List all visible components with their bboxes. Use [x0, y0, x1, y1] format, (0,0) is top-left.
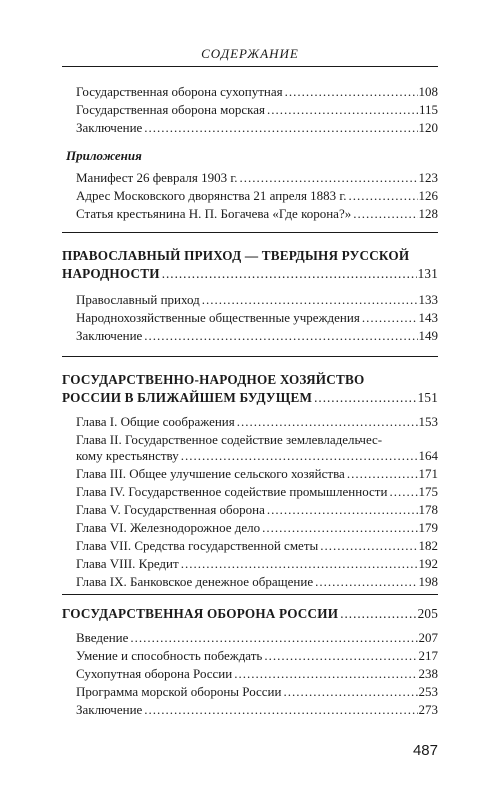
toc-entry[interactable] [76, 648, 438, 664]
toc-entry-page: 178 [418, 502, 438, 517]
toc-entry-page: 123 [418, 170, 438, 185]
toc-entry-page: 192 [418, 556, 438, 571]
toc-entry-page: 153 [418, 414, 438, 429]
toc-entry-page: 108 [418, 84, 438, 99]
toc-entry-title: Народнохозяйственные общественные учреждения [76, 310, 360, 325]
leader-dots [237, 414, 418, 430]
leader-dots [283, 684, 417, 700]
page-number: 487 [412, 742, 438, 759]
toc-entry[interactable] [76, 556, 438, 572]
toc-entry-page: 207 [418, 630, 438, 645]
toc-entry-title: Умение и способность побеждать [76, 648, 263, 663]
toc-entry-title: Заключение [76, 328, 143, 343]
toc-entry-title: Сухопутная оборона России [76, 666, 233, 681]
leader-dots [267, 502, 418, 518]
toc-entry[interactable] [76, 484, 438, 500]
toc-entry-title: Статья крестьянина Н. П. Богачева «Где корона?» [76, 206, 352, 221]
toc-entry-page: 164 [418, 448, 438, 463]
toc-entry-page: 175 [418, 484, 438, 499]
leader-dots [181, 556, 418, 572]
leader-dots [240, 170, 418, 186]
leader-dots [340, 606, 416, 622]
toc-entry-page: 126 [418, 188, 438, 203]
leader-dots [389, 484, 417, 500]
section-page: 151 [417, 390, 438, 405]
section-divider [62, 356, 438, 357]
toc-entry[interactable] [76, 188, 438, 204]
toc-entry-title: Глава V. Государственная оборона [76, 502, 265, 517]
leader-dots [362, 310, 418, 326]
toc-entry[interactable] [76, 666, 438, 682]
leader-dots [267, 102, 418, 118]
toc-entry-title: Глава VIII. Кредит [76, 556, 179, 571]
leader-dots [314, 390, 417, 406]
leader-dots [262, 520, 417, 536]
toc-entry-title: Заключение [76, 120, 143, 135]
toc-entry[interactable] [76, 84, 438, 100]
toc-entry[interactable] [76, 120, 438, 136]
toc-entry-page: 182 [418, 538, 438, 553]
toc-entry-page: 253 [418, 684, 438, 699]
toc-entry[interactable] [76, 448, 438, 464]
running-head: СОДЕРЖАНИЕ [201, 46, 299, 61]
toc-entry[interactable] [76, 630, 438, 646]
toc-entry-page: 273 [418, 702, 438, 717]
section-divider [62, 594, 438, 595]
toc-entry-page: 179 [418, 520, 438, 535]
leader-dots [162, 266, 417, 282]
toc-entry-title: Глава VII. Средства государственной сметы [76, 538, 319, 553]
toc-entry-title-cont: кому крестьянству [76, 448, 179, 463]
toc-entry-page: 133 [418, 292, 438, 307]
toc-entry-title: Введение [76, 630, 129, 645]
appendices-label: Приложения [66, 148, 142, 163]
leader-dots [144, 328, 417, 344]
toc-entry-title: Программа морской обороны России [76, 684, 282, 699]
leader-dots [347, 466, 418, 482]
toc-entry-title: Православный приход [76, 292, 200, 307]
toc-entry-title: Глава VI. Железнодорожное дело [76, 520, 261, 535]
section-heading[interactable] [62, 390, 438, 406]
section-page: 131 [417, 266, 438, 281]
toc-entry-page: 120 [418, 120, 438, 135]
toc-entry-title: Государственная оборона морская [76, 102, 266, 117]
section-title[interactable]: ПРАВОСЛАВНЫЙ ПРИХОД — ТВЕРДЫНЯ РУССКОЙ [62, 248, 410, 263]
section-title-cont: НАРОДНОСТИ [62, 266, 160, 281]
section-heading[interactable] [62, 606, 438, 622]
leader-dots [181, 448, 418, 464]
section-page: 205 [417, 606, 438, 621]
toc-entry-title: Адрес Московского дворянства 21 апреля 1883 г. [76, 188, 347, 203]
toc-entry-page: 128 [418, 206, 438, 221]
leader-dots [130, 630, 417, 646]
section-divider [62, 232, 438, 233]
toc-entry[interactable] [76, 574, 438, 590]
toc-entry[interactable] [76, 170, 438, 186]
leader-dots [315, 574, 417, 590]
running-head-rule [62, 66, 438, 67]
toc-entry-page: 198 [418, 574, 438, 589]
section-title[interactable]: ГОСУДАРСТВЕННО-НАРОДНОЕ ХОЗЯЙСТВО [62, 372, 365, 387]
toc-entry[interactable] [76, 702, 438, 718]
toc-entry-title: Глава IV. Государственное содействие промышленности [76, 484, 388, 499]
leader-dots [353, 206, 417, 222]
toc-entry[interactable] [76, 466, 438, 482]
toc-entry[interactable] [76, 520, 438, 536]
toc-entry-page: 238 [418, 666, 438, 681]
toc-entry-page: 217 [418, 648, 438, 663]
toc-entry[interactable] [76, 538, 438, 554]
toc-entry-title: Глава III. Общее улучшение сельского хозяйства [76, 466, 345, 481]
toc-entry-page: 171 [418, 466, 438, 481]
leader-dots [144, 120, 417, 136]
toc-entry[interactable] [76, 102, 438, 118]
toc-entry[interactable] [76, 684, 438, 700]
leader-dots [285, 84, 418, 100]
toc-entry[interactable] [76, 292, 438, 308]
toc-entry[interactable] [76, 502, 438, 518]
toc-entry[interactable] [76, 328, 438, 344]
toc-entry-page: 149 [418, 328, 438, 343]
section-title-cont: РОССИИ В БЛИЖАЙШЕМ БУДУЩЕМ [62, 390, 313, 405]
toc-entry[interactable] [76, 310, 438, 326]
toc-entry[interactable] [76, 414, 438, 430]
leader-dots [320, 538, 417, 554]
leader-dots [264, 648, 417, 664]
toc-entry-title: Глава I. Общие соображения [76, 414, 235, 429]
toc-entry-title: Глава IX. Банковское денежное обращение [76, 574, 314, 589]
leader-dots [144, 702, 417, 718]
toc-entry-title: Государственная оборона сухопутная [76, 84, 283, 99]
section-heading[interactable] [62, 266, 438, 282]
leader-dots [349, 188, 418, 204]
section-title: ГОСУДАРСТВЕННАЯ ОБОРОНА РОССИИ [62, 606, 339, 621]
toc-entry-page: 115 [418, 102, 438, 117]
toc-entry-title[interactable]: Глава II. Государственное содействие землевладельчес- [76, 432, 383, 447]
toc-entry[interactable] [76, 206, 438, 222]
leader-dots [202, 292, 418, 308]
toc-entry-title: Манифест 26 февраля 1903 г. [76, 170, 238, 185]
toc-entry-page: 143 [418, 310, 438, 325]
toc-entry-title: Заключение [76, 702, 143, 717]
leader-dots [234, 666, 417, 682]
